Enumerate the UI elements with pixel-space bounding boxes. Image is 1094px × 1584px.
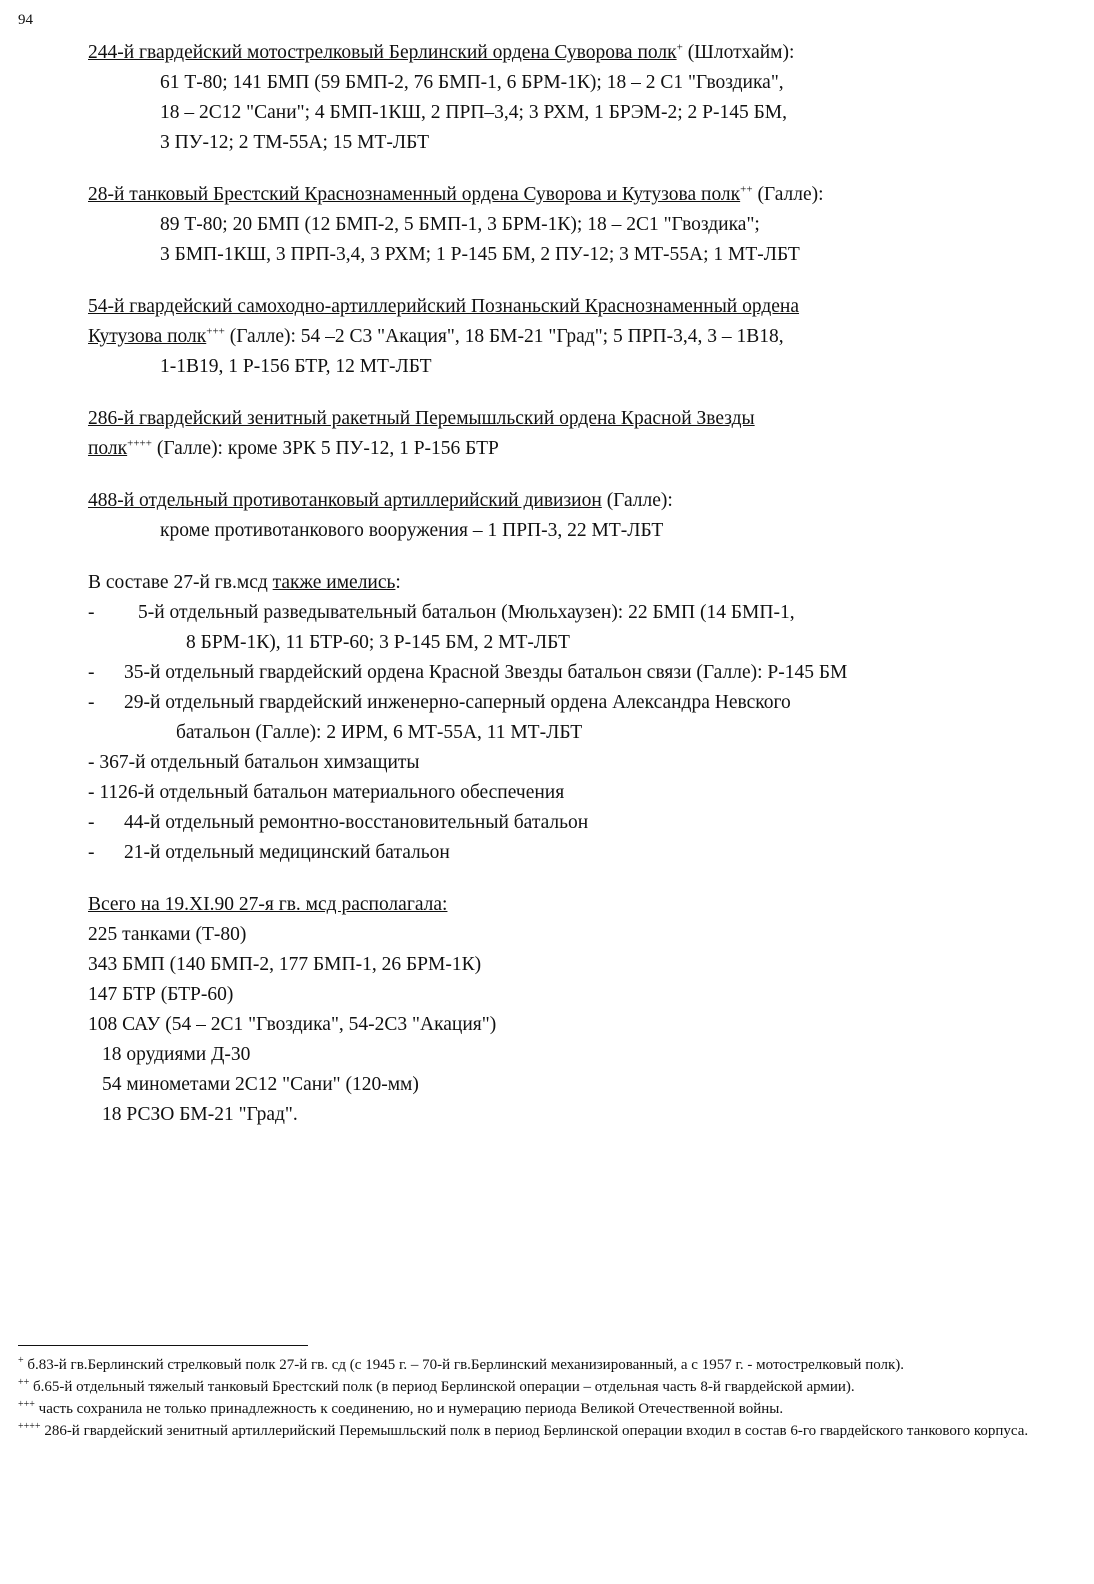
equipment-line: 18 – 2С12 "Сани"; 4 БМП-1КШ, 2 ПРП–3,4; 3 РХМ, 1 БРЭМ-2; 2 Р-145 БМ, [160, 102, 788, 123]
regiment-heading: 28-й танковый Брестский Краснознаменный ордена Суворова и Кутузова полк++ (Галле): [88, 183, 824, 205]
list-dash: - [88, 812, 95, 833]
summary-line: 147 БТР (БТР-60) [88, 984, 234, 1005]
also-intro: В составе 27-й гв.мсд также имелись: [88, 572, 401, 593]
list-item: - 5-й отдельный разведывательный батальон (Мюльхаузен): 22 БМП (14 БМП-1, 8 БРМ-1К), 11 БТР-60; 3 Р-145 БМ, 2 МТ-ЛБТ [88, 598, 1048, 658]
also-units [88, 568, 1048, 868]
summary-subline: 18 орудиями Д-30 [102, 1044, 251, 1065]
regiment-heading: 54-й гвардейский самоходно-артиллерийский Познаньский Краснознаменный ордена [88, 296, 800, 317]
regiment-244 [88, 38, 1048, 158]
division-488 [88, 486, 1048, 546]
list-item: - 29-й отдельный гвардейский инженерно-саперный ордена Александра Невского батальон (Галле): 2 ИРМ, 6 МТ-55А, 11 МТ-ЛБТ [88, 688, 1048, 748]
footnote: ++ б.65-й отдельный тяжелый танковый Брестский полк (в период Берлинской операции – отдельная часть 8-й гвардейской армии). [18, 1377, 855, 1395]
summary-subline: 18 РСЗО БМ-21 "Град". [102, 1104, 298, 1125]
regiment-heading: 286-й гвардейский зенитный ракетный Перемышльский ордена Красной Звезды [88, 408, 755, 429]
list-dash: - [88, 752, 100, 773]
footnote-divider [18, 1345, 308, 1346]
list-item: - 35-й отдельный гвардейский ордена Красной Звезды батальон связи (Галле): Р-145 БМ [88, 658, 1048, 688]
summary-line: 225 танками (Т-80) [88, 924, 247, 945]
summary [88, 890, 1048, 1130]
list-dash: - [88, 662, 95, 683]
list-item: - 1126-й отдельный батальон материального обеспечения [88, 782, 565, 803]
regiment-heading: 488-й отдельный противотанковый артиллерийский дивизион (Галле): [88, 490, 673, 511]
regiment-heading-cont: полк++++ (Галле): кроме ЗРК 5 ПУ-12, 1 Р-156 БТР [88, 437, 499, 459]
footnote: +++ часть сохранила не только принадлежность к соединению, но и нумерацию периода Великой Отечественной войны. [18, 1399, 784, 1417]
summary-heading: Всего на 19.XI.90 27-я гв. мсд располагала: [88, 894, 448, 915]
regiment-heading: 244-й гвардейский мотострелковый Берлинский ордена Суворова полк+ (Шлотхайм): [88, 41, 795, 63]
list-item: - 21-й отдельный медицинский батальон [88, 838, 1048, 868]
page-content [88, 38, 1048, 1152]
equipment-line: кроме противотанкового вооружения – 1 ПРП-3, 22 МТ-ЛБТ [160, 520, 664, 541]
list-item: - 367-й отдельный батальон химзащиты [88, 752, 420, 773]
equipment-line: 3 ПУ-12; 2 ТМ-55А; 15 МТ-ЛБТ [160, 132, 429, 153]
list-dash: - [88, 692, 95, 713]
equipment-line: 3 БМП-1КШ, 3 ПРП-3,4, 3 РХМ; 1 Р-145 БМ, 2 ПУ-12; 3 МТ-55А; 1 МТ-ЛБТ [160, 244, 800, 265]
footnote: ++++ 286-й гвардейский зенитный артиллерийский Перемышльский полк в период Берлинской операции входил в состав 6-го гвардейского танкового корпуса. [18, 1421, 1029, 1439]
regiment-heading-cont: Кутузова полк+++ (Галле): 54 –2 С3 "Акация", 18 БМ-21 "Град"; 5 ПРП-3,4, 3 – 1В18, [88, 325, 784, 347]
regiment-28 [88, 180, 1048, 270]
regiment-54 [88, 292, 1048, 382]
page-number: 94 [18, 12, 33, 28]
equipment-line: 89 Т-80; 20 БМП (12 БМП-2, 5 БМП-1, 3 БРМ-1К); 18 – 2С1 "Гвоздика"; [160, 214, 760, 235]
summary-subline: 54 минометами 2С12 "Сани" (120-мм) [102, 1074, 419, 1095]
regiment-286 [88, 404, 1048, 464]
list-dash: - [88, 782, 100, 803]
summary-line: 343 БМП (140 БМП-2, 177 БМП-1, 26 БРМ-1К) [88, 954, 482, 975]
footnote: + б.83-й гв.Берлинский стрелковый полк 27-й гв. сд (с 1945 г. – 70-й гв.Берлинский механизированный, а с 1957 г. - мотострелковый полк). [18, 1355, 905, 1373]
summary-line: 108 САУ (54 – 2С1 "Гвоздика", 54-2С3 "Акация") [88, 1014, 497, 1035]
equipment-line: 61 Т-80; 141 БМП (59 БМП-2, 76 БМП-1, 6 БРМ-1К); 18 – 2 С1 "Гвоздика", [160, 72, 784, 93]
equipment-line: 1-1В19, 1 Р-156 БТР, 12 МТ-ЛБТ [160, 356, 432, 377]
footnotes [18, 1345, 1038, 1442]
list-item: - 44-й отдельный ремонтно-восстановительный батальон [88, 808, 1048, 838]
list-dash: - [88, 602, 95, 623]
list-dash: - [88, 842, 95, 863]
